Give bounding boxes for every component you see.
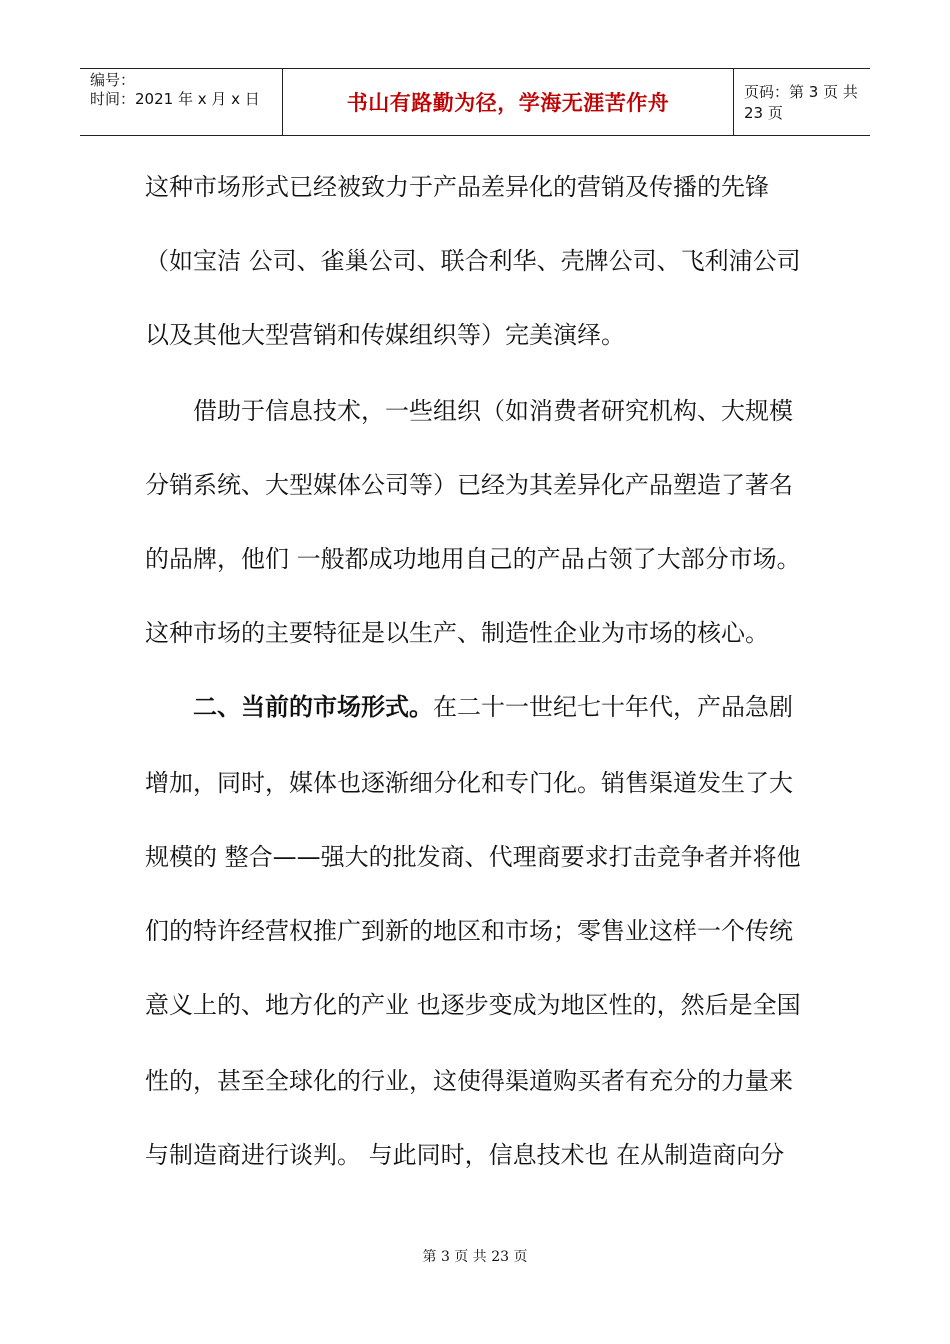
header-meta [80,69,282,135]
header-motto-cell [282,69,734,135]
body-line: 与制造商进行谈判。 与此同时，信息技术也 在从制造商向分 [145,1141,785,1169]
body-line: （如宝洁 公司、雀巢公司、联合利华、壳牌公司、飞利浦公司 [145,247,801,275]
body-line: 的品牌，他们 一般都成功地用自己的产品占领了大部分市场。 [145,545,801,573]
section-paragraph-start [193,692,793,722]
body-line: 以及其他大型营销和传媒组织等）完美演绎。 [145,321,625,349]
body-line: 们的特许经营权推广到新的地区和市场；零售业这样一个传统 [145,917,793,945]
header-page-info: 页码：第 3 页 共 23 页 [744,83,858,122]
header-page-info-cell [734,69,870,135]
body-line: 意义上的、地方化的产业 也逐步变成为地区性的，然后是全国 [145,991,801,1019]
body-line: 在二十一世纪七十年代，产品急剧 [433,693,793,721]
page-header [80,68,870,136]
body-line: 增加，同时，媒体也逐渐细分化和专门化。销售渠道发生了大 [145,769,793,797]
document-date: 时间：2021 年 x 月 x 日 [90,90,260,108]
body-line: 规模的 整合——强大的批发商、代理商要求打击竞争者并将他 [145,843,801,871]
body-line: 这种市场的主要特征是以生产、制造性企业为市场的核心。 [145,619,769,647]
section-heading: 二、当前的市场形式。 [193,693,433,721]
header-motto: 书山有路勤为径，学海无涯苦作舟 [346,91,670,115]
page-footer: 第 3 页 共 23 页 [422,1249,528,1265]
body-line: 分销系统、大型媒体公司等）已经为其差异化产品塑造了著名 [145,471,793,499]
body-line: 性的，甚至全球化的行业，这使得渠道购买者有充分的力量来 [145,1067,793,1095]
body-line: 借助于信息技术，一些组织（如消费者研究机构、大规模 [193,397,793,425]
document-number-label: 编号： [90,71,136,89]
body-line: 这种市场形式已经被致力于产品差异化的营销及传播的先锋 [145,173,769,201]
